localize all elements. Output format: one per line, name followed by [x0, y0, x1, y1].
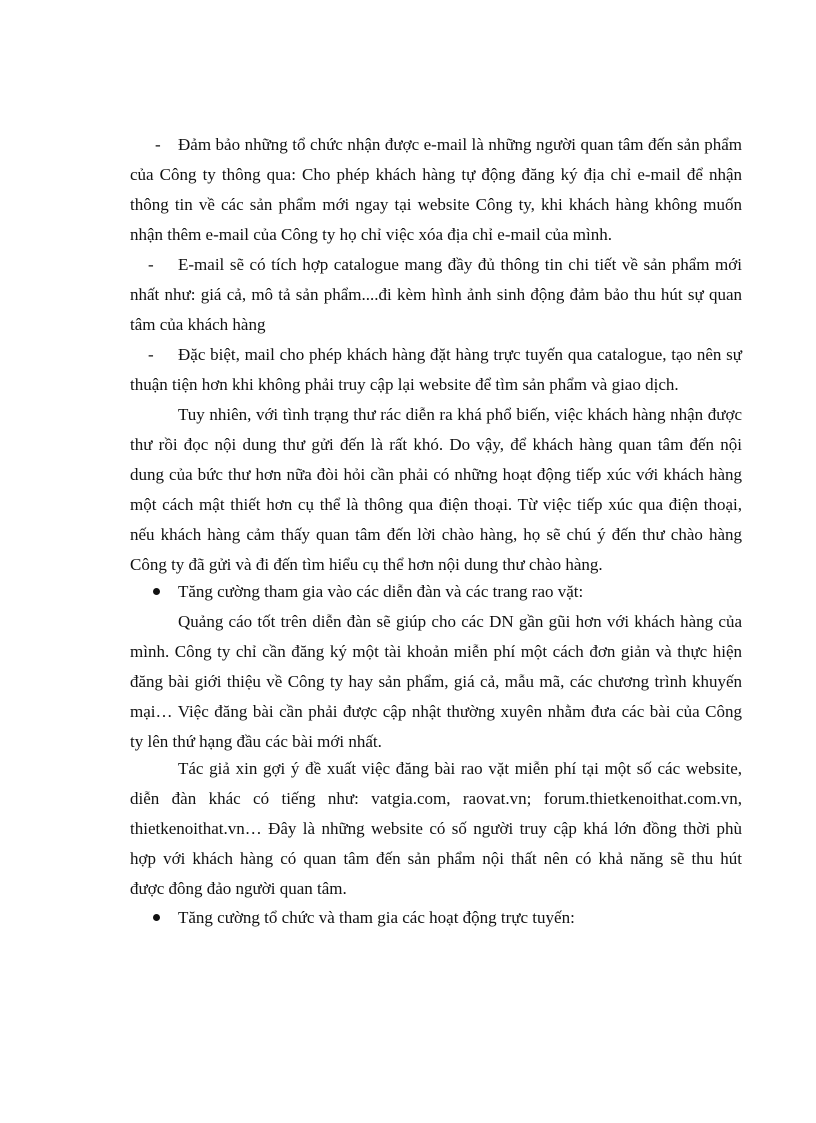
- text-line: dung của bức thư hơn nữa đòi hỏi cần phải có những hoạt động tiếp xúc với khách hàng: [130, 465, 742, 484]
- text-line: Đảm bảo những tổ chức nhận được e-mail là những người quan tâm đến sản phẩm: [178, 135, 742, 154]
- bullet-icon: [153, 588, 160, 595]
- text-line: thietkenoithat.vn… Đây là những website có số người truy cập khá lớn đồng thời phù: [130, 819, 742, 838]
- text-line: Tăng cường tham gia vào các diễn đàn và các trang rao vặt:: [178, 582, 584, 601]
- list-item-text: [130, 130, 742, 250]
- text-line: Công ty đã gửi và đi đến tìm hiểu cụ thể hơn nội dung thư chào hàng.: [130, 555, 603, 574]
- list-item-text: [178, 577, 742, 607]
- text-line: thư rồi đọc nội dung thư gửi đến là rất khó. Do vậy, để khách hàng quan tâm đến nội: [130, 435, 742, 454]
- text-line: E-mail sẽ có tích hợp catalogue mang đầy đủ thông tin chi tiết về sản phẩm mới: [178, 255, 742, 274]
- text-line: đăng bài giới thiệu về Công ty hay sản phẩm, giá cả, mẫu mã, các chương trình khuyến: [130, 672, 742, 691]
- text-line: một cách mật thiết hơn cụ thể là thông qua điện thoại. Từ việc tiếp xúc qua điện thoại,: [130, 495, 742, 514]
- text-line: nhất như: giá cả, mô tả sản phẩm....đi kèm hình ảnh sinh động đảm bảo thu hút sự quan: [130, 285, 742, 304]
- body-paragraph: [130, 400, 742, 580]
- text-line: thông tin về các sản phẩm mới ngay tại website Công ty, khi khách hàng không muốn: [130, 195, 742, 214]
- text-line: mình. Công ty chỉ cần đăng ký một tài khoản miễn phí một cách đơn giản và thực hiện: [130, 642, 742, 661]
- dash-marker: -: [155, 135, 161, 154]
- text-line: thuận tiện hơn khi không phải truy cập lại website để tìm sản phẩm và giao dịch.: [130, 375, 679, 394]
- dash-marker: -: [148, 345, 154, 364]
- text-line: mại… Việc đăng bài cần phải được cập nhật thường xuyên nhằm đưa các bài của Công: [130, 702, 742, 721]
- text-line: Tác giả xin gợi ý đề xuất việc đăng bài rao vặt miễn phí tại một số các website,: [178, 759, 742, 778]
- list-item-text: [130, 340, 742, 400]
- text-line: được đông đảo người quan tâm.: [130, 879, 347, 898]
- text-line: Quảng cáo tốt trên diễn đàn sẽ giúp cho các DN gần gũi hơn với khách hàng của: [178, 612, 742, 631]
- text-line: nhận thêm e-mail của Công ty họ chỉ việc xóa địa chỉ e-mail của mình.: [130, 225, 612, 244]
- body-paragraph: [130, 754, 742, 904]
- text-line: ty lên thứ hạng đầu các bài mới nhất.: [130, 732, 382, 751]
- dash-marker: -: [148, 255, 154, 274]
- text-line: Đặc biệt, mail cho phép khách hàng đặt hàng trực tuyến qua catalogue, tạo nên sự: [178, 345, 742, 364]
- text-line: tâm của khách hàng: [130, 315, 266, 334]
- text-line: Tăng cường tổ chức và tham gia các hoạt động trực tuyến:: [178, 908, 575, 927]
- bullet-icon: [153, 914, 160, 921]
- text-line: diễn đàn khác có tiếng như: vatgia.com, raovat.vn; forum.thietkenoithat.com.vn,: [130, 789, 742, 808]
- text-line: hợp với khách hàng có quan tâm đến sản phẩm nội thất nên có khả năng sẽ thu hút: [130, 849, 742, 868]
- text-line: nếu khách hàng cảm thấy quan tâm đến lời chào hàng, họ sẽ chú ý đến thư chào hàng: [130, 525, 742, 544]
- body-paragraph: [130, 607, 742, 757]
- text-line: Tuy nhiên, với tình trạng thư rác diễn ra khá phổ biến, việc khách hàng nhận được: [178, 405, 742, 424]
- list-item-text: [178, 903, 742, 933]
- list-item-text: [130, 250, 742, 340]
- text-line: của Công ty thông qua: Cho phép khách hàng tự động đăng ký địa chỉ e-mail để nhận: [130, 165, 742, 184]
